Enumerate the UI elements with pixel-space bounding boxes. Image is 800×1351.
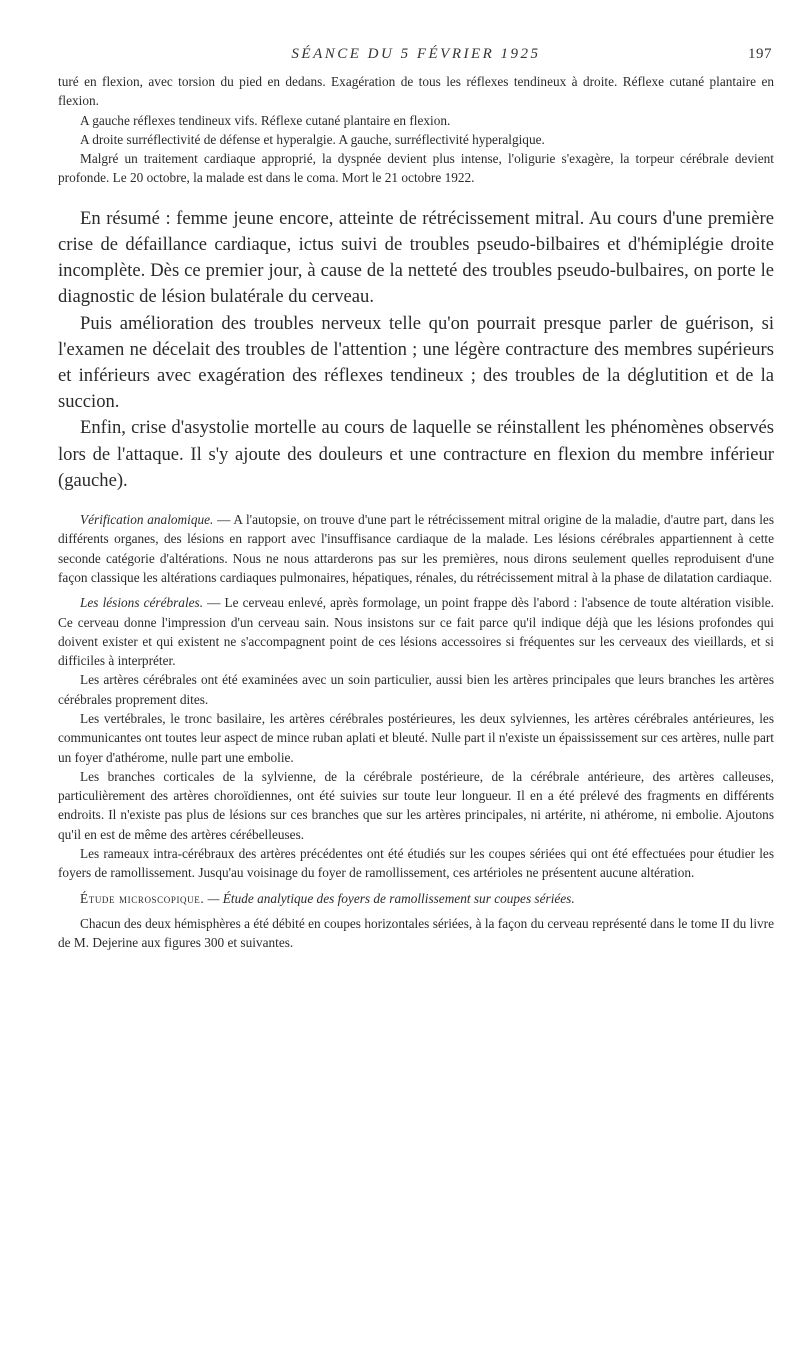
spacer (58, 494, 774, 510)
case-note-paragraph: turé en flexion, avec torsion du pied en dedans. Exagération de tous les réflexes tendineux à droite. Réflexe cutané plantaire en flexion. (58, 74, 774, 109)
case-notes (58, 72, 774, 188)
microscopic-study (58, 889, 774, 953)
verification-paragraph (58, 510, 774, 587)
lesions-heading: Les lésions cérébrales. (80, 595, 204, 611)
page-number: 197 (748, 46, 772, 62)
microscopic-heading-paragraph (58, 889, 774, 908)
lesions-paragraph (58, 593, 774, 670)
summary-paragraph: Enfin, crise d'asystolie mortelle au cours de laquelle se réinstallent les phénomènes observés lors de l'attaque. Il s'y ajoute des douleurs et une contracture en flexion du membre inférieur (gauche). (58, 417, 774, 491)
arteries-paragraph: Les artères cérébrales ont été examinées avec un soin particulier, aussi bien les artères principales que leurs branches les artères cérébrales proprement dites. (58, 672, 774, 707)
anatomical-findings (58, 510, 774, 883)
spacer (58, 188, 774, 206)
case-note-paragraph: A gauche réflexes tendineux vifs. Réflexe cutané plantaire en flexion. (80, 112, 451, 128)
case-note-paragraph: A droite surréflectivité de défense et hyperalgie. A gauche, surréflectivité hyperalgique. (80, 131, 545, 147)
microscopic-paragraph: Chacun des deux hémisphères a été débité en coupes horizontales sériées, à la façon du cerveau représenté dans le tome II du livre de M. Dejerine aux figures 300 et suivantes. (58, 915, 774, 951)
microscopic-heading: Étude microscopique. (80, 890, 205, 906)
summary (58, 206, 774, 494)
summary-paragraph: En résumé : femme jeune encore, atteinte de rétrécissement mitral. Au cours d'une première crise de défaillance cardiaque, ictus suivi de troubles pseudo-bilbaires et d'hémiplégie droite incomplète. Dès ce premier jour, à cause de la netteté des troubles pseudo-bulbaires, on porte le diagnostic de lésion bulatérale du cerveau. (58, 207, 774, 308)
arteries-paragraph: Les rameaux intra-cérébraux des artères précédentes ont été étudiés sur les coupes sériées qui ont été effectuées pour étudier les foyers de ramollissement. Jusqu'au voisinage du foyer de ramollissement, ces artérioles ne présentent aucune altération. (58, 846, 774, 881)
arteries-paragraph: Les vertébrales, le tronc basilaire, les artères cérébrales postérieures, les deux sylviennes, les artères cérébrales antérieures, les communicantes ont toutes leur aspect de mince ruban aplati et bleuté. Nulle part il n'existe un épaississement sur ces artères, nulle part un foyer d'athérome, nulle part une embolie. (58, 710, 774, 765)
microscopic-title: — Étude analytique des foyers de ramollissement sur coupes sériées. (204, 890, 575, 906)
arteries-paragraph: Les branches corticales de la sylvienne, de la cérébrale postérieure, de la cérébrale antérieure, des artères calleuses, particulièrement des artères choroïdiennes, ont été suivies sur toute leur longueur. Il en a été prélevé des fragments en différents endroits. Il n'existe pas plus de lésions sur ces branches que sur les artères principales, ni artérite, ni athérome, ni embolie. Ajoutons qu'il en est de même des artères cérébelleuses. (58, 768, 774, 842)
running-title: SÉANCE DU 5 FÉVRIER 1925 (291, 46, 541, 62)
lesions-text: — Le cerveau enlevé, après formolage, un point frappe dès l'abord : l'absence de toute altération visible. Ce cerveau donne l'impression d'un cerveau sain. Nous insistons sur ce fait parce qu'il indique déjà que les lésions profondes qui doivent exister et qui existent ne s'accompagnent point de ces lésions accessoires si fréquentes sur les cerveaux des vieillards, et si difficiles à interpréter. (58, 595, 774, 669)
summary-paragraph: Puis amélioration des troubles nerveux telle qu'on pourrait presque parler de guérison, si l'examen ne décelait des troubles de l'attention ; une légère contracture des membres supérieurs et inférieurs avec exagération des réflexes tendineux ; des troubles de la déglutition et de la succion. (58, 312, 774, 413)
verification-heading: Vérification analomique. (80, 512, 214, 528)
running-head (58, 46, 774, 72)
case-note-paragraph: Malgré un traitement cardiaque approprié, la dyspnée devient plus intense, l'oligurie s'exagère, la torpeur cérébrale devient profonde. Le 20 octobre, la malade est dans le coma. Mort le 21 octobre 1922. (58, 151, 774, 186)
verification-text: — A l'autopsie, on trouve d'une part le rétrécissement mitral origine de la maladie, d'autre part, dans les différents organes, des lésions en rapport avec l'insuffisance cardiaque de la malade. Les lésions cérébrales appartiennent à cette seconde catégorie d'altérations. Nous ne nous attarderons pas sur les premières, nous dirons seulement quelles reproduisent d'une façon classique les altérations cardiaques pulmonaires, hépatiques, rénales, du rétrécissement mitral à la phase de dilatation cardiaque. (58, 512, 774, 585)
